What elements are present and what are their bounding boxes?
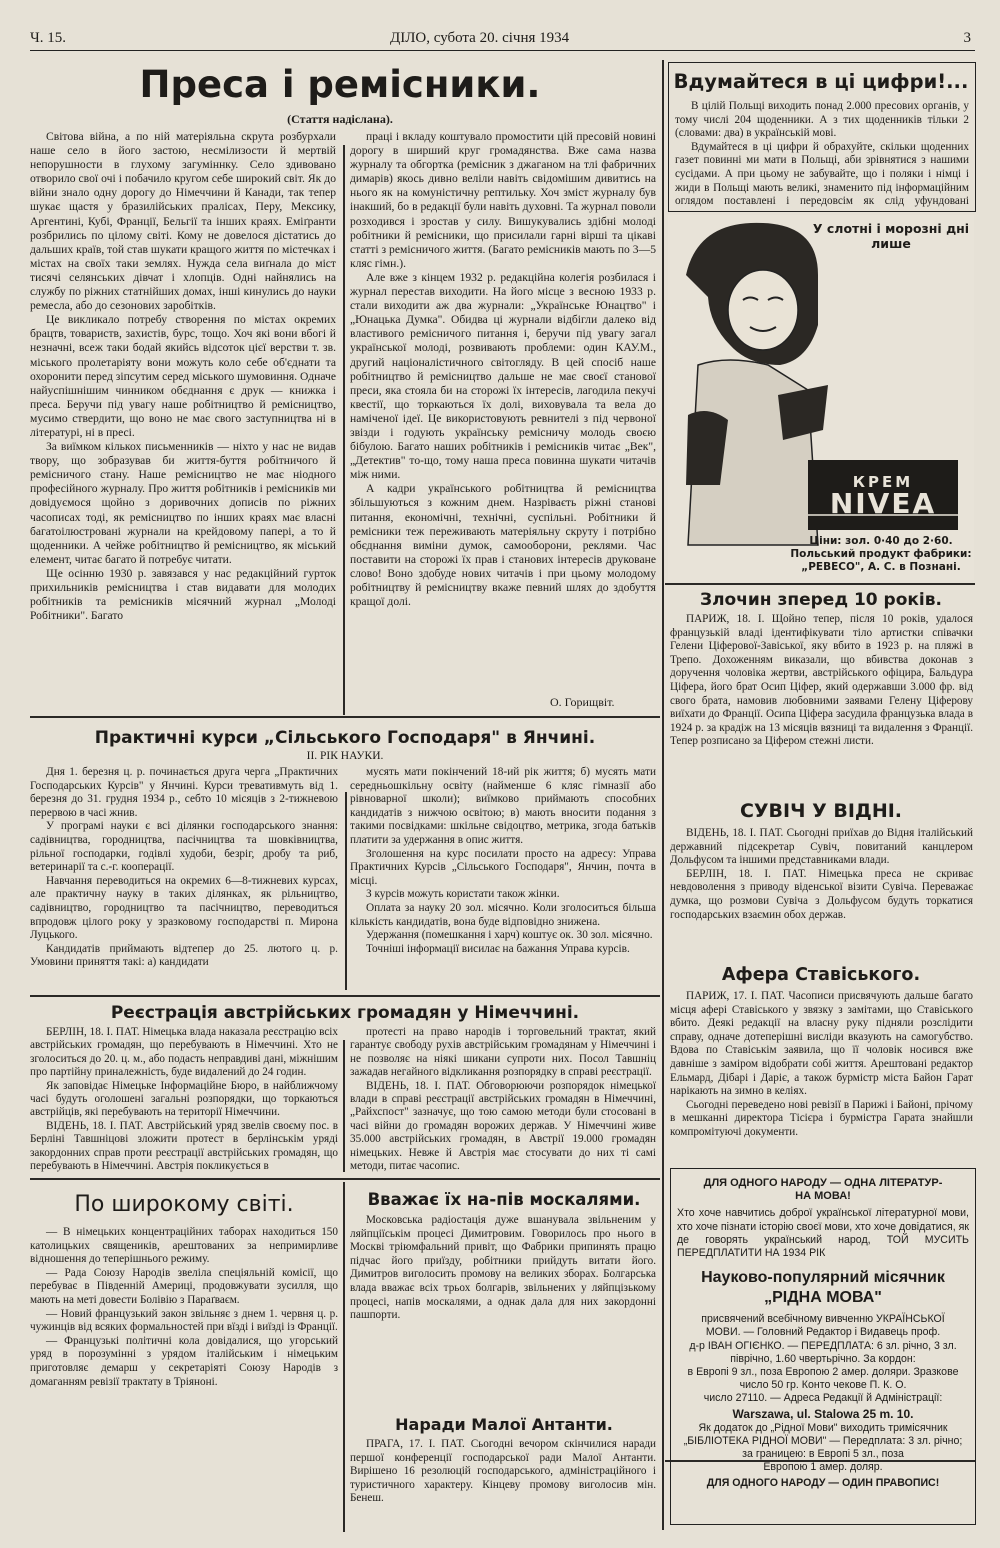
suvich-text (670, 827, 973, 957)
courses-column-1 (30, 766, 338, 992)
paragraph: Це викликало потребу створення по містах окремих брацтв, товариств, захистів, бурс, тощо. Хоч які вони вбогі й незначні, всеж таки бодай якийсь відсоток цієї верстви т. зв. міського пролетаріяту вони можуть коло себе об'єднати та охоронити перед зіпсутим серед міського шумовиння. Одначе найуспішнішим чинником обєднання є друк — книжка і преса. Беручи під увагу наше робітництво й ремісництво, мусимо ствердити, що воно не має свого заступництва ні в літературі, ні в пресі. (30, 313, 336, 439)
column-rule (343, 145, 345, 715)
article-title-numbers: Вдумайтеся в ці цифри!... (673, 70, 969, 93)
entente-text (350, 1438, 656, 1530)
news-item: — Новий французький закон звільняє з днем 1. червня ц. р. чужинців від всяких формальностей при вїзді і виїзді із Франції. (30, 1307, 338, 1334)
paragraph: БЕРЛІН, 18. І. ПАТ. Німецька влада наказала реєстрацію всіх австрійських громадян, що перебувають в Німеччині. Хто не зголоситься до 20. ц. м., або подасть неправдиві дані, міжнішим про партійну приналежність, буде видалений до 24 годин. (30, 1026, 338, 1079)
paragraph: За виїмком кількох письменників — ніхто у нас не видав твору, що зобразував би життя-буття робітничого й ремісничого стану. Наше ремісництво не має ніодного професійного журналу. Про життя робітників і ремісників ми довідуємося щойно з доривочних дописів по ріжних часописах тоді, як ремісництво по інших краях має власні багатоілюстровані журнали на крейдовому папері, а то й щоденники. А чейже робітництво й ремісництво, як міський елемент, читає багато й потребує читати. (30, 440, 336, 566)
section-rule (30, 1178, 660, 1180)
paragraph: ВІДЕНЬ, 18. І. ПАТ. Обговорюючи розпорядок німецької влади в справі реєстрації австрійських громадян в Німеччині, „Райхспост" зазначує, що тою самою методи були стосовані в часі війни до громадян ворожих держав. У Німеччині живе 35.000 австрійських громадян, в Австрії 19.000 громадян німецьких. Невже й Австрія має стосувати до них ті самі методи, питає часопис. (350, 1079, 656, 1173)
article-title-moscow: Вважає їх на-пів москалями. (367, 1190, 641, 1209)
paragraph: протесті на право народів і торговельний трактат, який гарантує свободу рухів австрійським громадянам у Німеччині і не позволяє на ніякі шикани супроти них. Посол Тавшніц зажадав негайного відкликання розпорядку в справі реєстрації. (350, 1026, 656, 1079)
issue-number: Ч. 15. (30, 30, 66, 46)
ridna-bottom: ДЛЯ ОДНОГО НАРОДУ — ОДИН ПРАВОПИС! (706, 1477, 940, 1490)
nivea-krem: КРЕМ (852, 473, 914, 491)
paragraph: Вдумайтеся в ці цифри й обрахуйте, скільки щоденних газет повинні ми мати в Польщі, аби зрівнятися з нашими сусідами. А при цьому не забувайте, що і поляки і німці і жиди в Польщі мають великі, знаменито під інформаційним оглядом поставлені і передовсім як слід уфундовані (675, 140, 969, 208)
section-rule (30, 995, 660, 997)
press-column-1 (30, 130, 336, 712)
paragraph: ВІДЕНЬ, 18. І. ПАТ. Австрійський уряд звелів своєму пос. в Берліні Тавшніцові зложити протест в берлінськім уряді закордонних справ проти реєстрації австрійських громадян, що перебувають в Німеччині. Австрія покликується в (30, 1119, 338, 1173)
face-shape (728, 270, 798, 350)
paragraph: Точніші інформації висилає на бажання Управа курсів. (366, 942, 630, 955)
nivea-made: Польський продукт фабрики: (790, 548, 972, 560)
paragraph: мусять мати покінчений 18-ий рік життя; б) мусять мати середньошкільну освіту (найменше 6 кляс гімназії або рівноварної школи); виїмково приймають способних кандидатів з нижчою освітою; в) мають вносити подання з такими посвідками: шкільне свідоцтво, метрика, згода батьків платити за удержання в опис життя. (350, 766, 656, 846)
paragraph: Але вже з кінцем 1932 р. редакційна колегія розбилася і журнал перестав виходити. На його місце з весною 1933 р. стали виходити аж два журнали: „Українське Юнацтво" і „Юнацька Думка". Обидва ці журнали відбігли далеко від властивого ремісничого питання і, беручи під увагу загал української молоді, розвивають проблеми: один КАУ.М., другий націоналістичного світогляду. В цей спосіб наше робітництво й ремісництво дальше не має своєї станової преси, яка стояла би на сторожі їх інтересів, лагодила пекучі квестії, що торкаються їх долі, виховувала та вела до наміченої ідеї. Це використовують ревнителі з під червоної звізди і годують українську ремісничу молодь своєю бібулою. Багато наших робітників і ремісників читає „Век", „Детектив" то-що, тому наша преса повинна шукати читачів між ними. (350, 270, 656, 482)
paragraph: Ще осінню 1930 р. завязався у нас редакційний гурток прихильників ремісництва і став видавати для молодих робітників та ремісників місячний журнал „Молоді Робітники". Багато (30, 566, 336, 623)
paragraph: ВІДЕНЬ, 18. І. ПАТ. Сьогодні приїхав до Відня італійський державний підсекретар Сувіч, повитаний канцлером Дольфусом та іншими представниками влади. (670, 827, 973, 867)
nivea-line-1: У слотні і морозні дні (812, 221, 970, 236)
ridna-line: д-р ІВАН ОГІЄНКО. — ПЕРЕДПЛАТА: 6 зл. річно, 3 зл. піврічно, 1.60 чвертьрічно. За кордон: (689, 1339, 957, 1365)
stavisky-text (670, 990, 973, 1150)
article-title-world: По широкому світі. (74, 1192, 294, 1217)
news-item: — В німецьких концентраційних таборах находиться 150 католицьких священиків, арештованих за непримирливе відношення до теперішнього режиму. (30, 1226, 338, 1266)
paragraph: Московська радіостація дуже вшанувала звільненим у ляйпціїськім процесі Димитровим. Говорилось про нього в Москві тріюмфальний привіт, що Фабрики припинять працю підчас його приїзду, робітники прийдуть витати його. Димитров виголосить промову на великих зборах. Болгарська влада вважає всіх трьох болгарів, звільнених у ляйпцізькому процесі, напів москалями, а однак дала для них закордонні пашпорти. (350, 1214, 656, 1322)
column-rule (345, 792, 347, 990)
paragraph: Світова війна, а по ній матеріяльна скрута розбурхали наше село в його застою, несмілизости й мертвій непорушности в глухому загуміннку. Село здивовано отворило свої очі і побачило кругом себе широкий світ. Як до війни знало одну дорогу до Німеччини й Канади, так тепер шукає щастя у бразилійських пралісах, Перу, Мексику, Аргентині, Кубі, Франції, Бельгії та інших краях. Еміґранти розбрились по цілому світі. Кому не довелося дістатись до дальших країв, той став шукати кращого життя по містечках і містах на своїх таки землях. Нужда села виґнала до міст тисячі селянських дівчат і хлопців. Одні найнялись на службу по ріжних статнійших домах, інші кинулись до науки ремесла, або до сезонових заробітків. (30, 130, 336, 313)
ridna-line: присвячений всебічному вивченню УКРАЇНСЬКОЇ (701, 1313, 945, 1326)
nivea-line-2: лише (871, 236, 911, 251)
section-rule (665, 583, 975, 585)
column-rule (662, 60, 664, 1530)
ridna-mova-advertisement (670, 1168, 976, 1525)
paragraph: Як заповідає Німецьке Інформаційне Бюро, в найближчому часі будуть оголошені загальні розпорядки, що торкаються австрійців, які перебувають на території Німеччини. (30, 1079, 338, 1119)
ridna-intro: Хто хоче навчитись доброї української літературної мови, хто хоче пізнати історію своєї мови, хто хоче довідатися, як де говорять український народ, ТОЙ МУСИТЬ ПЕРЕДПЛАТИТИ НА 1934 РІК (677, 1207, 970, 1260)
paragraph: У програмі науки є всі ділянки господарського знання: садівництва, городництва, пасічництва та шовківництва, рільної господарки, годівлі худоби, безріг, дробу та риб, ветеринарії та с.-г. кооперації. (30, 820, 338, 874)
paragraph: Кандидатів приймають відтепер до 25. лютого ц. р. Умовини приняття такі: а) кандидати (30, 942, 338, 969)
ridna-line: число 27110. — Адреса Редакції й Адміністрації: (703, 1392, 943, 1405)
paragraph: ПАРИЖ, 18. І. Щойно тепер, після 10 років, удалося французькій владі ідентифікувати тіло артистки співачки Гелени Ціферової-Завіської, яку вбито в 1923 р. на пляжі в Трепо. Дохоженням виказали, що вбивства доконав з доручення чоловіка жертви, австрійського офіцира, Бальдура Ціфера, його брат Осип Ціфер, який одержавши 3.000 фр. від свого брата, намовив любовними заявами Гелену Ціферову виїхати до Франції. Осипа Ціфера засудила французька влада в 1924 р. за крадіж на 13 місяців вязниці та видалення з Франції. Тепер розписано за Ціфером стежні листи. (670, 613, 973, 748)
paragraph: ПАРИЖ, 17. І. ПАТ. Часописи присвячують дальше багато місця афері Ставіського у звязку з замітами, що Ставіського вбито. Деякі редакції на власну руку підняли розслідити справу, одначе дотеперішні висліди вказують на самогубство. Вдова по Ставіськім заявила, що її чоловік носився вже давніше з заміром відобрати собі життя. Арештовані редактор Ельмард, Дібарі і Даріє, а також бурмістр міста Байон Гарат нарікають на зимно в келіях. (670, 990, 973, 1098)
news-item: — Рада Союзу Народів звеліла спеціяльній комісії, що перебуває в Південній Америці, продовжувати зусилля, що мають на меті довести Болівію з Параґваєм. (30, 1266, 338, 1306)
paragraph: Сьогодні переведено нові ревізії в Парижі і Байоні, прічому в мешканні директора Тісієра і бурмістра Гарата знайшли компромітуючі документи. (670, 1098, 973, 1138)
page-header (30, 28, 975, 51)
ridna-address: Warszawa, ul. Stalowa 25 m. 10. (732, 1406, 914, 1421)
article-subtitle-press: (Стаття надіслана). (287, 112, 393, 126)
austrians-column-2 (350, 1026, 656, 1174)
ridna-line: МОВИ. — Головний Редактор і Видавець проф. (705, 1326, 941, 1339)
column-rule (343, 1182, 345, 1532)
nivea-maker: „РЕВЕСО", А. С. в Познані. (801, 561, 961, 573)
article-subtitle-courses: II. РІК НАУКИ. (306, 750, 384, 762)
article-title-press: Преса і ремісники. (139, 63, 541, 106)
ridna-mova-content (677, 1177, 969, 1491)
courses-column-2 (350, 766, 656, 992)
paragraph: З курсів можуть користати також жінки. (366, 888, 560, 901)
article-title-stavisky: Афера Ставіського. (721, 965, 921, 985)
numbers-text (675, 100, 969, 208)
article-title-austrians: Реєстрація австрійських громадян у Німеччині. (110, 1003, 580, 1023)
paragraph: Удержання (помешкання і харч) коштує ок. 30 зол. місячно. (366, 929, 653, 942)
paragraph: БЕРЛІН, 18. І. ПАТ. Німецька преса не скриває невдоволення з приводу віденської візити Сувіча. Переважає думка, що розмови Сувіча з Дольфусом будуть торкатися господарських взаємин обох держав. (670, 867, 973, 921)
world-text (30, 1226, 338, 1531)
austrians-column-1 (30, 1026, 338, 1174)
paragraph: праці і вкладу коштувало промостити цій пресовій новині дорогу в ширший круг громадянства. Вже сама назва журналу та обгортка (ремісник з джаганом на тлі фабричних димарів) якось дивно веліли навіть свідомішим дивитись на нього як на комуністичну рептильку. Хоч зміст журналу був інакший, бо в редакції були навіть духовні. Та журнал поволи розходився і зростав у силу. Вишукувались здібні молоді робітники й ремісники, що присилали гарні вірші та цікаві статті з ремісничого життя. (Багато ремісників мають по 3—5 кляс гімн.). (350, 130, 656, 270)
paragraph: Дня 1. березня ц. р. починається друга черга „Практичних Господарських Курсів" у Янчині. Курси тревативмуть від 1. березня до 31. грудня 1934 р., себто 10 місяців з 2-тижневою перервою в часі жнив. (30, 766, 338, 819)
page-number: 3 (963, 30, 971, 46)
ridna-name: Науково-популярний місячник „РІДНА МОВА" (701, 1269, 945, 1307)
ridna-line: Як додаток до „Рідної Мови" виходить тримісячник „БІБЛІОТЕКА РІДНОЇ МОВИ" — Передплата: 3 зл. річно; за границею: в Европі 5 зл., поза (683, 1421, 963, 1461)
paragraph: ПРАГА, 17. І. ПАТ. Сьогодні вечором скінчилися наради першої конференції господарської ради Малої Антанти. Вирішено 16 резолюцій господарського, адміністраційного і туристичного характеру. Кінцеву промову виголосив мін. Бенеш. (350, 1438, 656, 1505)
article-title-courses: Практичні курси „Сільського Господаря" в Янчині. (94, 728, 596, 748)
article-title-crime: Злочин зперед 10 років. (700, 590, 942, 610)
paragraph: А кадри українського робітництва й ремісництва збільшуються з кожним днем. Назріваєть ріжні станові питання, економічні, технічні, суспільні. Робітники й ремісники теж переживають матеріяльну скруту і потрібно обєднання виміни думок, самооборони, реклями. Час поставити на сторожі їх прав і станових інтересів друковане слово! Воно здобуде нових читачів і при цьому молодому робітництву й ремісництву вкаже певний шлях до здобуття кращої долі. (350, 482, 656, 609)
ridna-line: в Европі 9 зл., поза Европою 2 амер. доляри. Зразкове число 50 гр. Конто чекове П. К. О. (687, 1366, 959, 1392)
moscow-text (350, 1214, 656, 1399)
paragraph: Навчання переводиться на окремих 6—8-тижневих курсах, але практичну науку в таких ділянках, як рільництво, садівництво, городництво та пасічництво, переводиться впродовж цілого року у зразковому господарстві п. Мирона Луцького. (30, 874, 338, 942)
article-title-suvich: СУВІЧ У ВІДНІ. (739, 800, 903, 822)
news-item: — Французькі політичні кола довідалися, що угорський уряд в порозумінні з урядом італійським і німецьким приготовляє демарш у секретаріяті Союзу Народів з домаганням ревізії трактату в Тріяноні. (30, 1334, 338, 1388)
nivea-illustration (668, 215, 974, 580)
press-column-2 (350, 130, 656, 686)
paragraph: Оплата за науку 20 зол. місячно. Коли зголоситься більша кількість кандидатів, вона буде відповідно знижена. (350, 901, 656, 928)
nivea-price: Ціни: зол. 0·40 до 2·60. (809, 535, 953, 547)
nivea-advertisement (668, 215, 974, 580)
ridna-line: Европою 1 амер. доляр. (763, 1461, 883, 1474)
ridna-top-1: ДЛЯ ОДНОГО НАРОДУ — ОДНА ЛІТЕРАТУР- (703, 1177, 943, 1189)
column-rule (343, 1040, 345, 1172)
paragraph: В цілій Польщі виходить понад 2.000 пресових органів, у тому числі 204 щоденники. А з тих щоденників тільки 2 (словами: два) в українській мові. (675, 100, 969, 140)
nivea-brand: NIVEA (829, 487, 937, 520)
section-rule (30, 716, 660, 718)
paragraph: Зголошення на курс посилати просто на адресу: Управа Практичних Курсів „Сільського Господаря", Янчин, почта в місці. (350, 847, 656, 887)
article-title-entente: Наради Малої Антанти. (395, 1415, 613, 1434)
crime-text (670, 613, 973, 785)
masthead-date: ДІЛО, субота 20. січня 1934 (390, 30, 570, 46)
press-signature: О. Горищвіт. (550, 695, 615, 709)
ridna-top-2: НА МОВА! (795, 1190, 851, 1203)
